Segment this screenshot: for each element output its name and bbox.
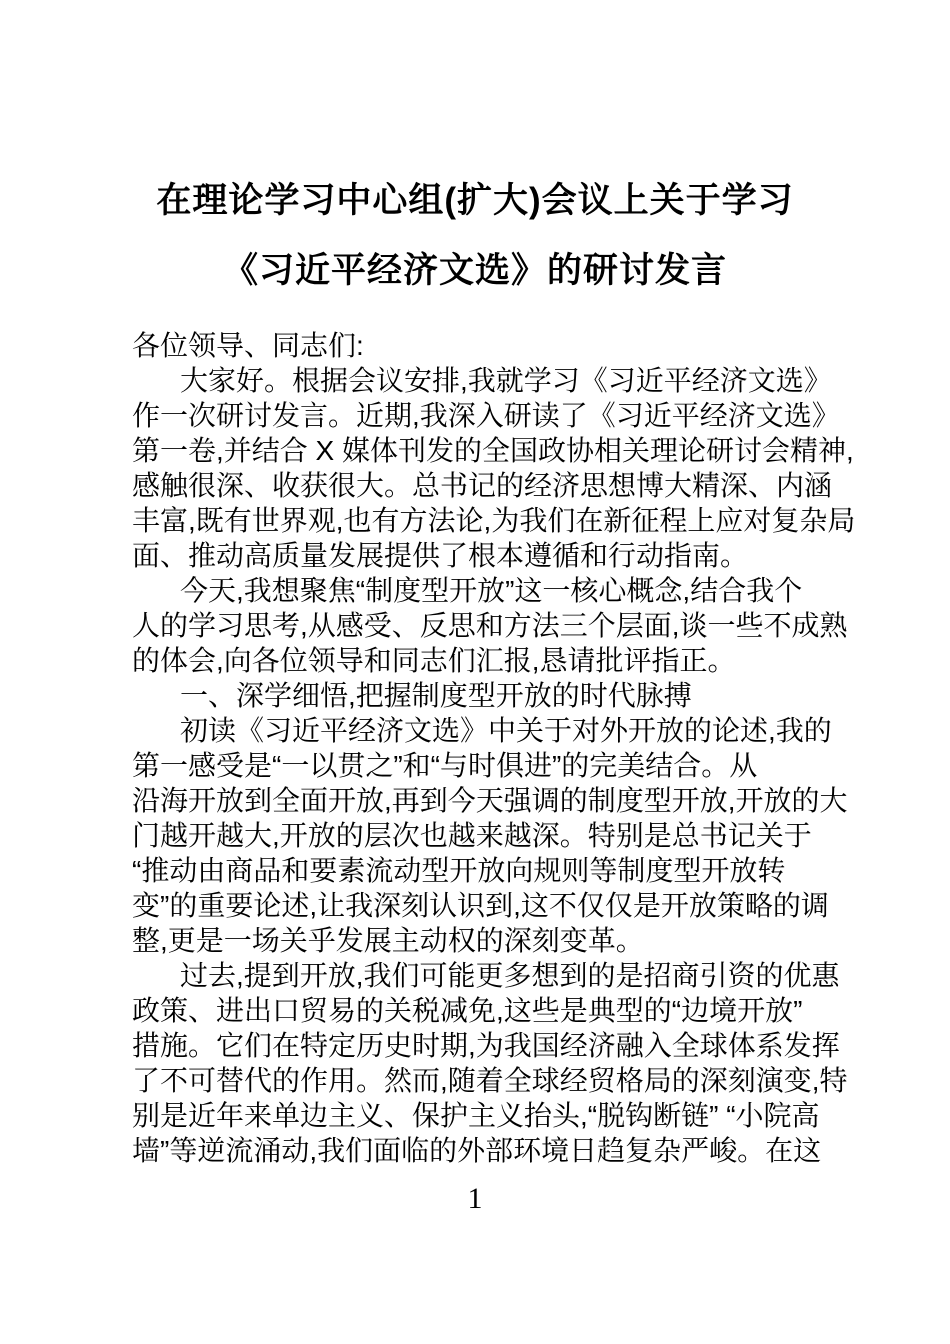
body-text-line: 政策、进出口贸易的关税减免,这些是典型的“边境开放” (132, 995, 803, 1026)
body-text-line: 整,更是一场关乎发展主动权的深刻变革。 (132, 925, 644, 956)
body-text-line: 变”的重要论述,让我深刻认识到,这不仅仅是开放策略的调 (132, 890, 829, 921)
title-line-1: 在理论学习中心组(扩大)会议上关于学习 (156, 181, 794, 220)
body-text-line: 感触很深、收获很大。总书记的经济思想博大精深、内涵 (132, 470, 833, 501)
body-text-line: 墙”等逆流涌动,我们面临的外部环境日趋复杂严峻。在这 (132, 1135, 822, 1166)
body-text-line: 措施。它们在特定历史时期,为我国经济融入全球体系发挥 (132, 1030, 840, 1061)
body-text-line: 沿海开放到全面开放,再到今天强调的制度型开放,开放的大 (132, 785, 848, 816)
body-text-line: 一、深学细悟,把握制度型开放的时代脉搏 (180, 680, 692, 711)
body-text-line: 大家好。根据会议安排,我就学习《习近平经济文选》 (180, 365, 832, 396)
body-text-line: 过去,提到开放,我们可能更多想到的是招商引资的优惠 (180, 960, 840, 991)
document-title (0, 0, 950, 306)
body-text-line: 今天,我想聚焦“制度型开放”这一核心概念,结合我个 (180, 575, 803, 606)
body-text-line: 门越开越大,开放的层次也越来越深。特别是总书记关于 (132, 820, 812, 851)
body-text-line: 第一卷,并结合 X 媒体刊发的全国政协相关理论研讨会精神, (132, 435, 854, 466)
body-text-line: 丰富,既有世界观,也有方法论,为我们在新征程上应对复杂局 (132, 505, 856, 536)
body-text-line: 作一次研讨发言。近期,我深入研读了《习近平经济文选》 (132, 400, 840, 431)
body-text-line: 面、推动高质量发展提供了根本遵循和行动指南。 (132, 540, 749, 571)
page-number: 1 (467, 1182, 483, 1215)
body-text-line: 初读《习近平经济文选》中关于对外开放的论述,我的 (180, 715, 832, 746)
body-text-line: 的体会,向各位领导和同志们汇报,恳请批评指正。 (132, 645, 736, 676)
body-text-line: 别是近年来单边主义、保护主义抬头,“脱钩断链” “小院高 (132, 1100, 820, 1131)
body-text-line: 第一感受是“一以贯之”和“与时俱进”的完美结合。从 (132, 750, 758, 781)
body-text-line: 人的学习思考,从感受、反思和方法三个层面,谈一些不成熟 (132, 610, 848, 641)
body-text-line: “推动由商品和要素流动型开放向规则等制度型开放转 (132, 855, 786, 886)
title-line-2: 《习近平经济文选》的研讨发言 (222, 251, 727, 290)
document-body (132, 328, 856, 1168)
body-text-line: 各位领导、同志们: (132, 330, 364, 361)
body-text-line: 了不可替代的作用。然而,随着全球经贸格局的深刻演变,特 (132, 1065, 848, 1096)
